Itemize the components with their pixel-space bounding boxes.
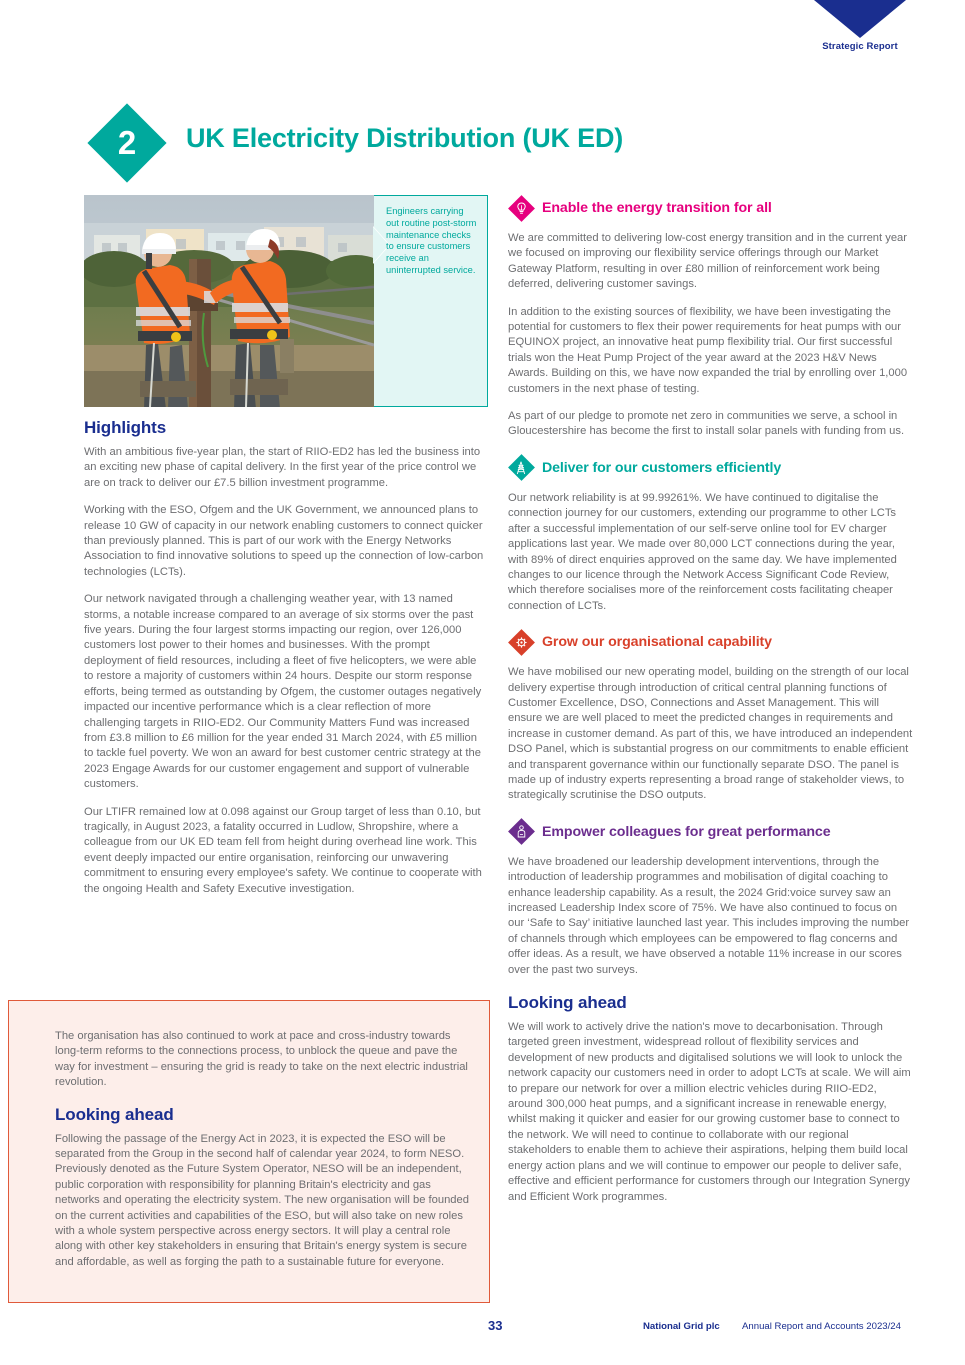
right-column <box>508 195 914 1205</box>
highlights-paragraph-3: Our network navigated through a challenging weather year, with 13 named storms, a notable increase compared to an average of six storms over the past five years. During the four largest storms impacting our region, over 126,000 customers lost power to their homes and businesses. With the prompt deployment of field resources, including a fleet of five helicopters, we were able to restore a majority of customers within 24 hours. Despite our storm response efforts, being termed as outstanding by Ofgem, the customer outages negatively impacted our incentive performance which is a clear reflection of more challenging targets in RIIO-ED2. Our Community Matters Fund was increased from £3.8 million to £6 million for the year ended 31 March 2024, with £5 million to tackle fuel poverty. We won an award for best customer centric strategy at the 2023 Engage Awards for our customer engagement and support of vulnerable customers. <box>84 593 482 791</box>
section-number-badge <box>88 104 166 182</box>
right-looking-ahead-heading: Looking ahead <box>508 993 627 1013</box>
callout-intro-paragraph: The organisation has also continued to work at pace and cross-industry towards long-term reforms to the connections process, to unblock the queue and pave the way for investment – ensuring the grid is ready to take on the next electric industrial revolution. <box>55 1030 468 1089</box>
strategy-paragraph: Our network reliability is at 99.99261%. We have continued to digitalise the connection journey for our customers, extending our programme to other LCTs after a successful implementation of our self-serve online tool for EV charger applications last year. We made over 80,000 LCT connections during the year, with 89% of direct enquiries approved on the same day. We have implemented changes to our licence through the Network Access Significant Code Review, which therefore socialises more of the reinforcement costs facilitating cheaper connection of LCTs. <box>508 491 897 612</box>
looking-ahead-callout-box <box>8 1000 490 1303</box>
photo-block <box>84 195 488 407</box>
photo-illustration <box>84 195 374 407</box>
left-column <box>84 418 488 897</box>
strategy-section-deliver-for-customers <box>508 455 914 614</box>
strategy-heading-row <box>508 819 914 845</box>
person-diamond-icon <box>508 819 534 845</box>
gear-diamond-icon <box>508 629 534 655</box>
strategy-paragraph: As part of our pledge to promote net zero in communities we serve, a school in Gloucestershire has become the first to install solar panels with funding from us. <box>508 410 905 438</box>
highlights-paragraph-1: With an ambitious five-year plan, the start of RIIO-ED2 has led the business into an exciting new phase of capital delivery. In the first year of the price control we are on track to deliver our £7.5 billion investment programme. <box>84 446 481 489</box>
section-number: 2 <box>117 123 137 161</box>
strategy-paragraph: In addition to the existing sources of flexibility, we have been investigating the potential for customers to flex their power requirements for heat pumps with our EQUINOX project, an innovative heat pump flexibility trial. Our first successful trials won the Heat Pump Project of the year award at the 2023 H&V News Awards. Building on this, we have now expanded the trial by enrolling over 1,000 customers in the next phase of testing. <box>508 305 908 395</box>
strategy-heading-label: Grow our organisational capability <box>542 634 772 651</box>
strategy-heading-row <box>508 195 914 221</box>
photo-caption-text: Engineers carrying out routine post-storm maintenance checks to ensure customers receive an uninterrupted service. <box>386 206 477 275</box>
pylon-diamond-icon <box>508 455 534 481</box>
chevron-down-icon <box>814 0 906 38</box>
photo-caption-box <box>374 195 488 407</box>
strategy-paragraph: We have mobilised our new operating model, building on the strength of our local delivery expertise through introduction of critical central planning functions of Customer Excellence, DSO, Connections and Asset Management. This will ensure we are well placed to meet the predicted changes in requirements and increase in customer demand. As part of this, we have introduced an independent DSO Panel, which is substantial progress on our commitments to enable efficient and transparent governance within our functionally separate DSO. The panel is made up of industry experts representing a broad range of stakeholder views, to strategically scrutinise the DSO outputs. <box>508 666 913 802</box>
strategy-paragraph: We have broadened our leadership development interventions, through the introduction of leadership programmes and mobilisation of digital coaching to enhance leadership capability. As a result, the 2024 Grid:voice survey saw an increased Leadership Index score of 75%. We have also continued to focus on our ‘Safe to Say’ initiative launched last year. This includes improving the number of channels through which employees can be empowered to flag concerns and offer ideas. As a result, we have observed a notable 11% increase in our scores over the past two surveys. <box>508 855 910 976</box>
highlights-paragraph-4: Our LTIFR remained low at 0.098 against our Group target of less than 0.10, but tragically, in August 2023, a fatality occurred in Ludlow, Shropshire, where a colleague from our UK ED team fell from height during overhead line work. This event deeply impacted our entire organisation, reinforcing our unwavering commitment to ensuring every employee's safety. We continue to cooperate with the ongoing Health and Safety Executive investigation. <box>84 805 482 895</box>
strategy-section-enable-energy-transition <box>508 195 914 440</box>
page-title-row <box>88 104 888 188</box>
strategy-heading-label: Empower colleagues for great performance <box>542 823 831 840</box>
strategy-heading-row <box>508 455 914 481</box>
callout-looking-ahead-heading: Looking ahead <box>55 1104 174 1124</box>
lightbulb-diamond-icon <box>508 195 534 221</box>
highlights-paragraph-2: Working with the ESO, Ofgem and the UK Government, we announced plans to release 10 GW of capacity in our network enabling customers to connect quicker than previously planned. This is part of our work with the Energy Networks Association to find innovative solutions to speed up the connection of low-carbon technologies (LCTs). <box>84 504 484 578</box>
footer-report-title: Annual Report and Accounts 2023/24 <box>742 1321 901 1332</box>
page-title: UK Electricity Distribution (UK ED) <box>186 123 624 153</box>
strategic-report-tab <box>810 0 910 52</box>
page-number: 33 <box>488 1318 503 1333</box>
strategic-report-label: Strategic Report <box>822 41 898 52</box>
highlights-heading: Highlights <box>84 418 167 437</box>
strategy-paragraph: We are committed to delivering low-cost energy transition and in the current year we focused on improving our flexibility service offerings through our Market Gateway Platform, resulting in over £80 million of reinforcement work being deferred, delivering customer savings. <box>508 232 908 291</box>
page-footer <box>0 1318 965 1342</box>
engineers-on-pole-photo <box>84 195 374 407</box>
footer-company-name: National Grid plc <box>643 1321 720 1332</box>
strategy-heading-label: Enable the energy transition for all <box>542 200 772 216</box>
strategy-section-empower-colleagues <box>508 819 914 978</box>
strategy-section-grow-organisational-capability <box>508 629 914 804</box>
strategy-heading-label: Deliver for our customers efficiently <box>542 459 782 476</box>
callout-looking-ahead-paragraph: Following the passage of the Energy Act in 2023, it is expected the ESO will be separated from the Group in the second half of calendar year 2024, to form NESO. Previously denoted as the Future System Operator, NESO will be an independent, public corporation with responsibility for planning Britain's electricity and gas networks and operating the electricity system. The new organisation will be founded on the current activities and capabilities of the ESO, but will also take on new roles with a whole system perspective across energy sectors. It will play a central role along with other key stakeholders in ensuring that Britain's energy system is secure and affordable, as well as forging the path to a sustainable future for everyone. <box>55 1132 469 1268</box>
strategy-heading-row <box>508 629 914 655</box>
right-looking-ahead-paragraph: We will work to actively drive the nation's move to decarbonisation. Through targeted green investment, widespread rollout of flexibility services and development of new products and digitalised solutions we will look to unlock the network capacity our customers need in order to adopt LCTs at scale. We will aim to prepare our network for over a million electric vehicles during RIIO-ED2, around 300,000 heat pumps, and a significant increase in renewable energy, whilst making it quicker and easier for our growing customer base to connect to the network. We will need to continue to collaborate with our regional stakeholders to enable them to achieve their aspirations, helping them build local energy action plans and we will continue to empower our people to deliver safe, effective and efficient performance for customers through our Integration Synergy and Efficient Work programmes. <box>508 1021 911 1203</box>
